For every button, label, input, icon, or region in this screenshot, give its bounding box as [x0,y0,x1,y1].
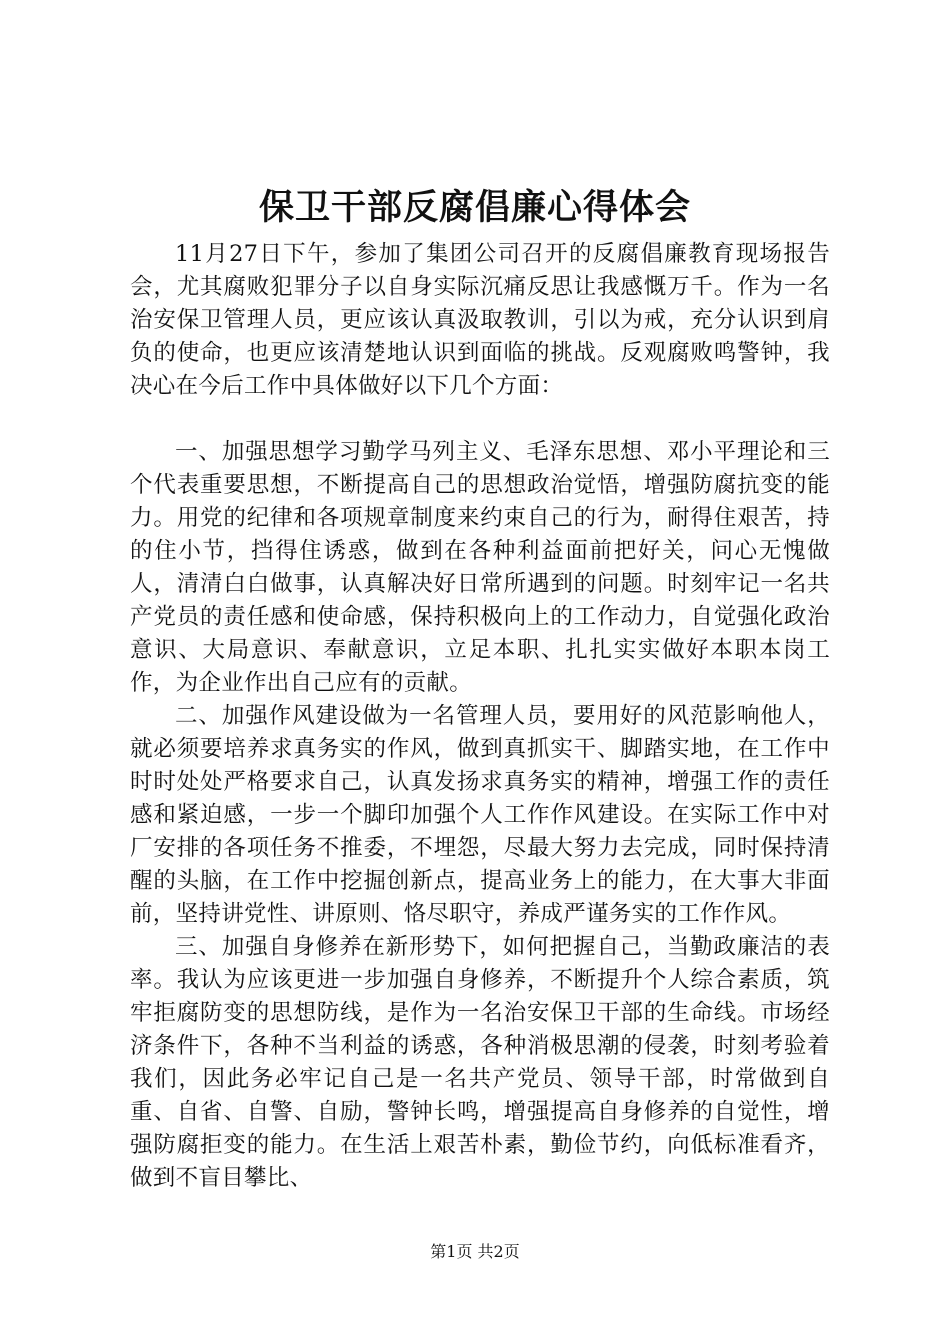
paragraph-gap [130,403,830,436]
page-footer: 第1页 共2页 [430,1242,520,1261]
document-body [130,238,830,1195]
paragraph-section-1: 一、加强思想学习勤学马列主义、毛泽东思想、邓小平理论和三个代表重要思想，不断提高自己的思想政治觉悟，增强防腐抗变的能力。用党的纪律和各项规章制度来约束自己的行为，耐得住艰苦，持的住小节，挡得住诱惑，做到在各种利益面前把好关，问心无愧做人，清清白白做事，认真解决好日常所遇到的问题。时刻牢记一名共产党员的责任感和使命感，保持积极向上的工作动力，自觉强化政治意识、大局意识、奉献意识，立足本职、扎扎实实做好本职本岗工作，为企业作出自己应有的贡献。 [130,439,830,696]
paragraph-section-2: 二、加强作风建设做为一名管理人员，要用好的风范影响他人，就必须要培养求真务实的作风，做到真抓实干、脚踏实地，在工作中时时处处严格要求自己，认真发扬求真务实的精神，增强工作的责任感和紧迫感，一步一个脚印加强个人工作作风建设。在实际工作中对厂安排的各项任务不推委，不埋怨，尽最大努力去完成，同时保持清醒的头脑，在工作中挖掘创新点，提高业务上的能力，在大事大非面前，坚持讲党性、讲原则、恪尽职守，养成严谨务实的工作作风。 [130,703,830,927]
paragraph-section-3: 三、加强自身修养在新形势下，如何把握自己，当勤政廉洁的表率。我认为应该更进一步加强自身修养，不断提升个人综合素质，筑牢拒腐防变的思想防线，是作为一名治安保卫干部的生命线。市场经济条件下，各种不当利益的诱惑，各种消极思潮的侵袭，时刻考验着我们，因此务必牢记自己是一名共产党员、领导干部，时常做到自重、自省、自警、自励，警钟长鸣，增强提高自身修养的自觉性，增强防腐拒变的能力。在生活上艰苦朴素，勤俭节约，向低标准看齐，做到不盲目攀比、 [130,934,830,1191]
paragraph-intro: 11月27日下午，参加了集团公司召开的反腐倡廉教育现场报告会，尤其腐败犯罪分子以自身实际沉痛反思让我感慨万千。作为一名治安保卫管理人员，更应该认真汲取教训，引以为戒，充分认识到肩负的使命，也更应该清楚地认识到面临的挑战。反观腐败鸣警钟，我决心在今后工作中具体做好以下几个方面： [130,241,830,399]
document-title: 保卫干部反腐倡廉心得体会 [258,187,691,228]
